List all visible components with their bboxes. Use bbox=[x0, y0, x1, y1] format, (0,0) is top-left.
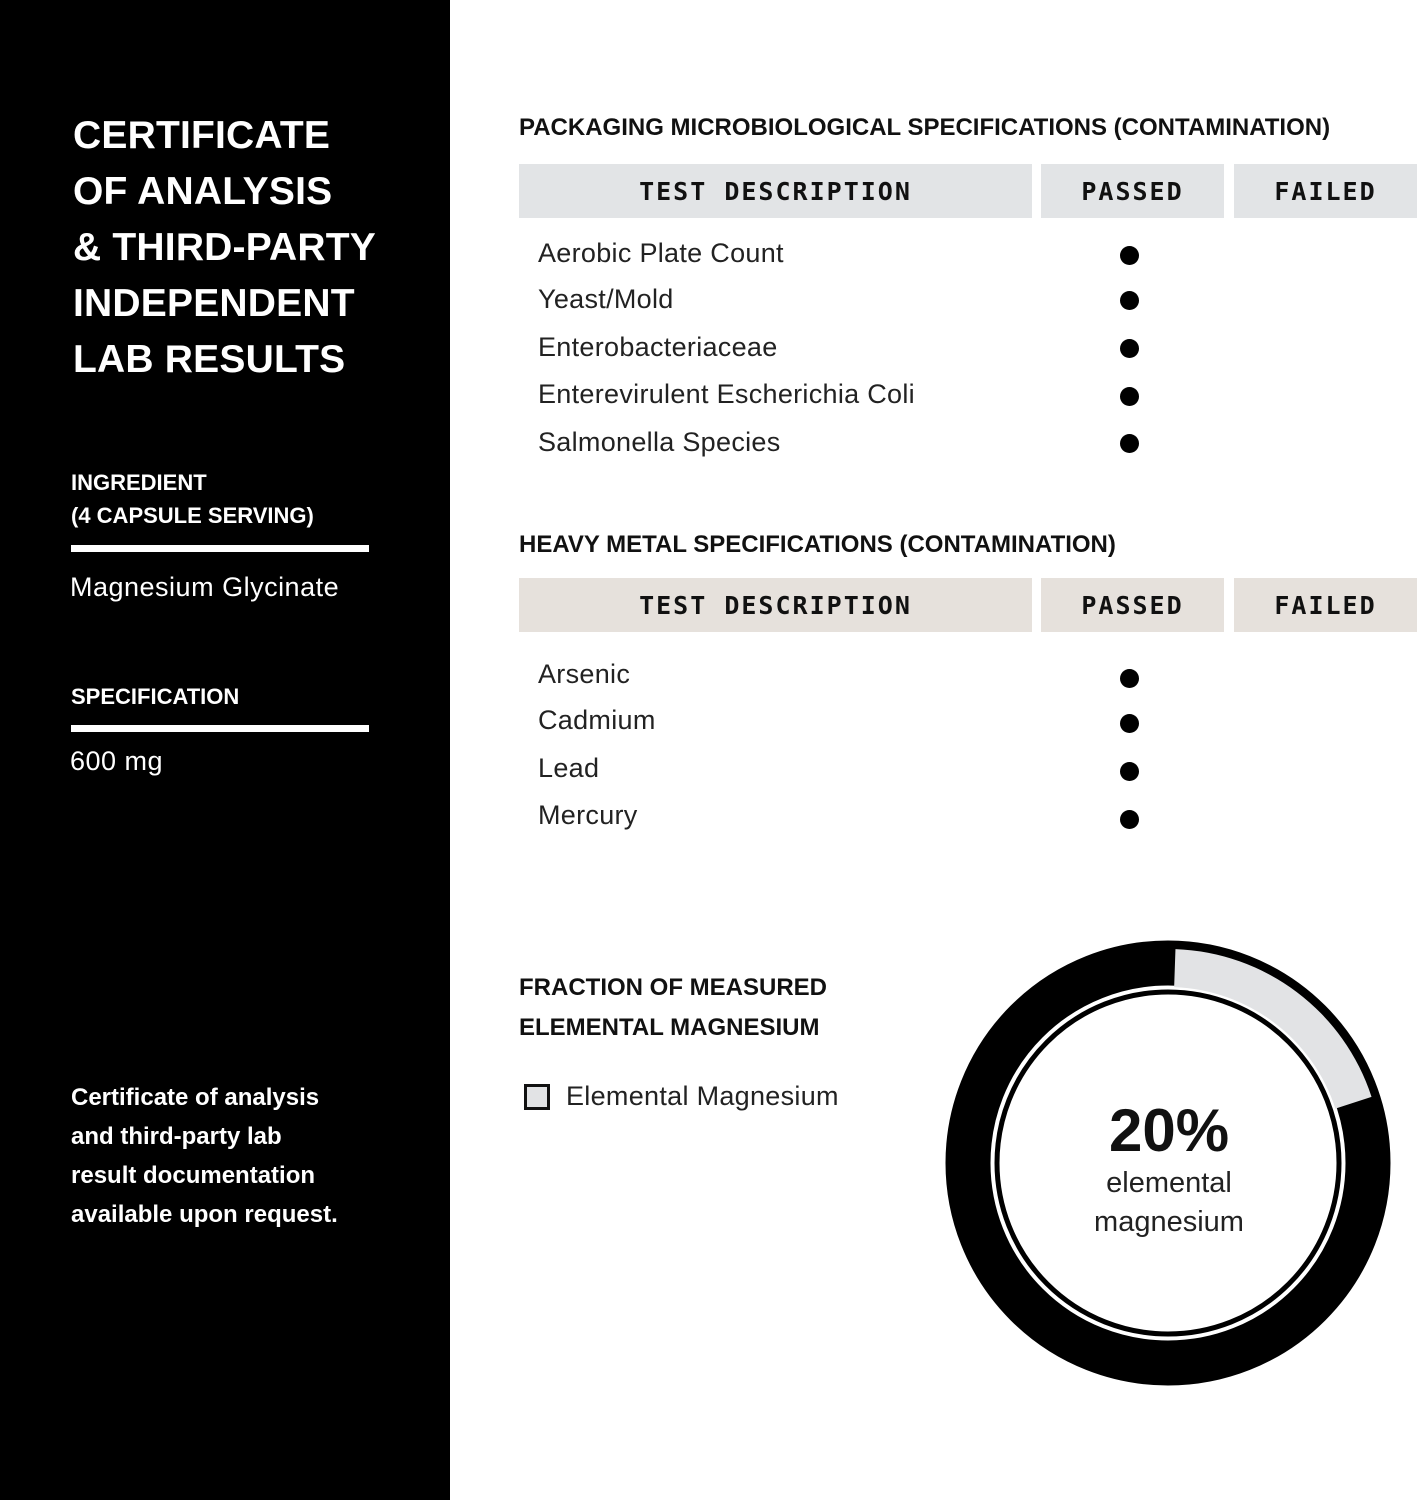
specification-value: 600 mg bbox=[70, 746, 164, 776]
metal-row-label: Mercury bbox=[538, 800, 638, 830]
percent-caption-line: elemental bbox=[1106, 1167, 1232, 1199]
passed-dot bbox=[1120, 714, 1139, 733]
title-line: INDEPENDENT bbox=[73, 282, 355, 325]
availability-note bbox=[71, 1078, 411, 1234]
legend-label: Elemental Magnesium bbox=[566, 1081, 839, 1111]
metal-header-description: TEST DESCRIPTION bbox=[519, 578, 1032, 632]
metal-row-label: Lead bbox=[538, 753, 600, 783]
passed-dot bbox=[1120, 291, 1139, 310]
micro-header-failed: FAILED bbox=[1234, 164, 1417, 218]
passed-dot bbox=[1120, 762, 1139, 781]
micro-row-label: Salmonella Species bbox=[538, 427, 781, 457]
note-line: available upon request. bbox=[71, 1201, 338, 1228]
passed-dot bbox=[1120, 669, 1139, 688]
ingredient-label-line: (4 CAPSULE SERVING) bbox=[71, 503, 314, 528]
micro-header-passed: PASSED bbox=[1041, 164, 1224, 218]
note-line: Certificate of analysis bbox=[71, 1084, 320, 1111]
ingredient-label-line: INGREDIENT bbox=[71, 470, 207, 495]
passed-dot bbox=[1120, 246, 1139, 265]
legend bbox=[524, 1081, 839, 1112]
passed-dot bbox=[1120, 387, 1139, 406]
note-line: result documentation bbox=[71, 1162, 316, 1189]
micro-row-label: Enterevirulent Escherichia Coli bbox=[538, 379, 915, 409]
title-line: & THIRD-PARTY bbox=[73, 226, 377, 269]
fraction-title-line: ELEMENTAL MAGNESIUM bbox=[519, 1014, 820, 1041]
ingredient-value: Magnesium Glycinate bbox=[70, 572, 340, 602]
title-line: CERTIFICATE bbox=[73, 114, 331, 157]
specification-label: SPECIFICATION bbox=[71, 684, 240, 709]
divider bbox=[71, 725, 369, 732]
divider bbox=[71, 545, 369, 552]
page-title bbox=[73, 108, 433, 388]
title-line: OF ANALYSIS bbox=[73, 170, 333, 213]
percent-caption bbox=[1000, 1164, 1338, 1242]
micro-header-description: TEST DESCRIPTION bbox=[519, 164, 1032, 218]
passed-dot bbox=[1120, 339, 1139, 358]
legend-swatch bbox=[524, 1084, 550, 1110]
passed-dot bbox=[1120, 810, 1139, 829]
note-line: and third-party lab bbox=[71, 1123, 282, 1150]
title-line: LAB RESULTS bbox=[73, 338, 346, 381]
fraction-title bbox=[519, 968, 827, 1048]
percent-caption-line: magnesium bbox=[1094, 1206, 1244, 1238]
heavy-metal-title: HEAVY METAL SPECIFICATIONS (CONTAMINATION) bbox=[519, 531, 1116, 558]
percent-value: 20% bbox=[1108, 1097, 1230, 1164]
passed-dot bbox=[1120, 434, 1139, 453]
metal-row-label: Arsenic bbox=[538, 659, 631, 689]
donut-label bbox=[1000, 1098, 1338, 1242]
microbiological-title: PACKAGING MICROBIOLOGICAL SPECIFICATIONS (CONTAMINATION) bbox=[519, 114, 1331, 141]
sidebar bbox=[0, 0, 450, 1500]
micro-row-label: Yeast/Mold bbox=[538, 284, 674, 314]
metal-row-label: Cadmium bbox=[538, 705, 656, 735]
metal-header-passed: PASSED bbox=[1041, 578, 1224, 632]
metal-header-failed: FAILED bbox=[1234, 578, 1417, 632]
micro-row-label: Aerobic Plate Count bbox=[538, 238, 784, 268]
ingredient-label bbox=[71, 466, 314, 532]
fraction-title-line: FRACTION OF MEASURED bbox=[519, 974, 827, 1001]
micro-row-label: Enterobacteriaceae bbox=[538, 332, 778, 362]
